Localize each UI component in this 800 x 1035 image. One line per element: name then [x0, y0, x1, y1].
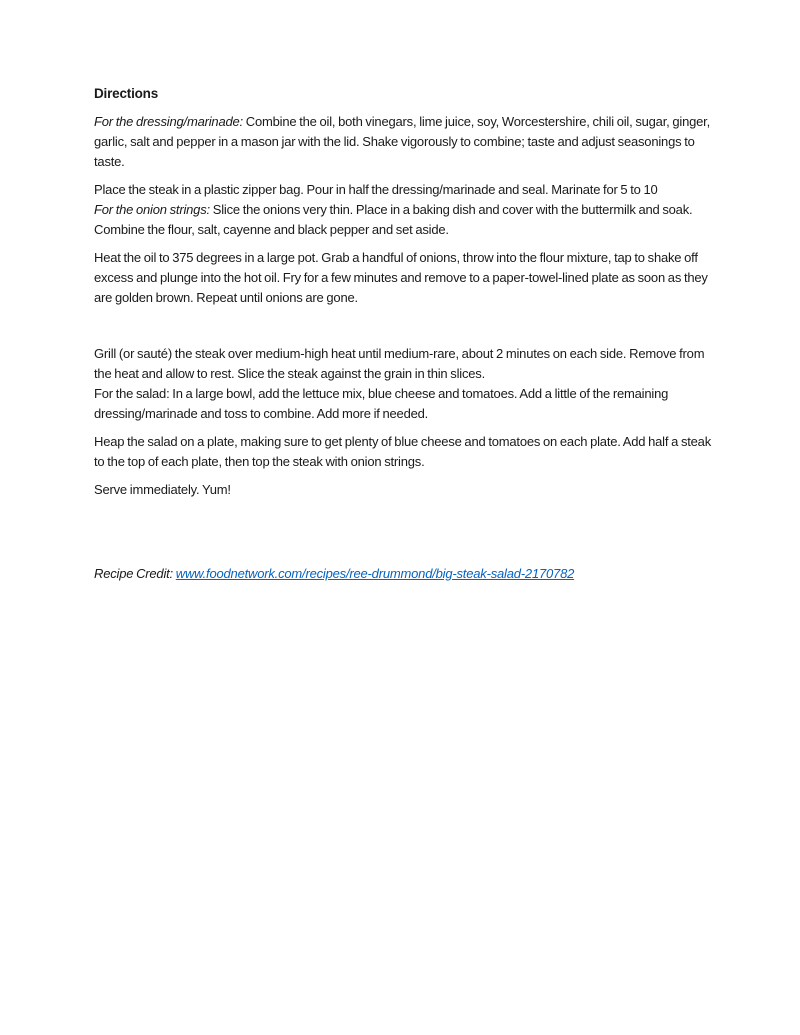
text-segment: Heat the oil to 375 degrees in a large pot. Grab a handful of onions, throw into the flour mixture, tap to shake off excess and plunge into the hot oil. Fry for a few minutes and remove to a paper-towel-lined plate as soon as they are golden brown. Repeat until onions are gone. [94, 250, 708, 305]
recipe-credit-link[interactable]: www.foodnetwork.com/recipes/ree-drummond/big-steak-salad-2170782 [175, 566, 575, 581]
paragraph [94, 248, 716, 308]
recipe-credit-label: Recipe Credit: [94, 566, 176, 581]
text-segment: For the onion strings: [94, 202, 213, 217]
recipe-credit-line [94, 564, 716, 584]
paragraph [94, 344, 716, 424]
text-segment: For the dressing/marinade: [94, 114, 246, 129]
text-segment: For the salad: In a large bowl, add the lettuce mix, blue cheese and tomatoes. Add a little of the remaining dressing/marinade and toss to combine. Add more if needed. [94, 386, 669, 421]
document-content [94, 84, 716, 584]
text-segment: Slice the onions very thin. Place in a baking dish and cover with the buttermilk and soak. Combine the flour, salt, cayenne and black pepper and set aside. [94, 202, 693, 237]
blank-paragraph [94, 316, 716, 336]
blank-paragraph [94, 508, 716, 528]
blank-paragraph [94, 536, 716, 556]
paragraph [94, 432, 716, 472]
text-segment: Heap the salad on a plate, making sure to get plenty of blue cheese and tomatoes on each plate. Add half a steak to the top of each plate, then top the steak with onion strings. [94, 434, 712, 469]
directions-heading: Directions [94, 86, 159, 101]
text-segment: Serve immediately. Yum! [94, 482, 231, 497]
paragraph [94, 480, 716, 500]
text-segment: Combine the oil, both vinegars, lime juice, soy, Worcestershire, chili oil, sugar, ginger, garlic, salt and pepper in a mason jar with the lid. Shake vigorously to combine; taste and adjust seasonings to taste. [94, 114, 710, 169]
paragraph [94, 180, 716, 240]
text-segment: Grill (or sauté) the steak over medium-high heat until medium-rare, about 2 minutes on each side. Remove from the heat and allow to rest. Slice the steak against the grain in thin slices. [94, 346, 705, 381]
paragraphs-container [94, 112, 716, 556]
text-segment: Place the steak in a plastic zipper bag. Pour in half the dressing/marinade and seal. Marinate for 5 to 10 [94, 182, 658, 197]
paragraph [94, 112, 716, 172]
